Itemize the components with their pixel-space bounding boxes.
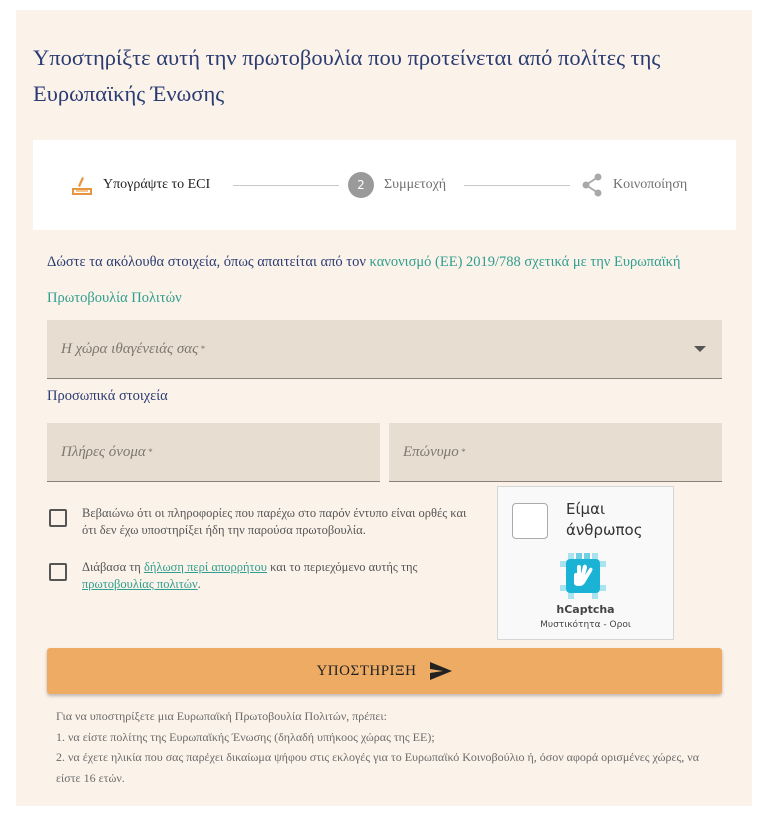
- privacy-checkbox[interactable]: [49, 563, 67, 581]
- step-number-badge: 2: [348, 172, 374, 198]
- captcha-checkbox[interactable]: [512, 503, 548, 539]
- intro-text: Δώστε τα ακόλουθα στοιχεία, όπως απαιτείται από τον κανονισμό (ΕΕ) 2019/788 σχετικά με την Ευρωπαϊκή Πρωτοβουλία Πολιτών: [47, 254, 681, 306]
- privacy-statement-link[interactable]: δήλωση περί απορρήτου: [143, 560, 267, 574]
- submit-label: ΥΠΟΣΤΗΡΙΞΗ: [316, 662, 417, 679]
- step-participation: [348, 140, 446, 230]
- captcha-terms-link[interactable]: Οροι: [609, 620, 631, 630]
- step-sign-label: Υπογράψτε το ECI: [103, 177, 211, 192]
- step-sign: [71, 140, 210, 230]
- captcha-privacy-link[interactable]: Μυστικότητα: [540, 620, 601, 630]
- chevron-down-icon: [694, 346, 706, 352]
- send-arrow-icon: [429, 661, 453, 681]
- fullname-input[interactable]: Πλήρες όνομα *: [47, 423, 380, 482]
- step-connector: [464, 185, 570, 186]
- step-share-label: Κοινοποίηση: [613, 177, 688, 192]
- hcaptcha-brand: hCaptcha: [556, 603, 615, 616]
- initiative-link[interactable]: πρωτοβουλίας πολιτών: [82, 577, 198, 591]
- note-line: Για να υποστηρίξετε μια Ευρωπαϊκή Πρωτοβουλία Πολιτών, πρέπει:: [56, 709, 387, 723]
- nationality-select[interactable]: Η χώρα ιθαγένειάς σας *: [47, 320, 722, 379]
- support-submit-button[interactable]: [47, 648, 722, 694]
- sign-box-icon: [71, 174, 93, 196]
- captcha-label: Είμαι άνθρωπος: [566, 500, 643, 539]
- section-heading: Προσωπικά στοιχεία: [47, 388, 168, 404]
- note-line: 2. να έχετε ηλικία που σας παρέχει δικαίωμα ψήφου στις εκλογές για το Ευρωπαϊκό Κοινοβούλιο ή, όσον αφορά ορισμένες χώρες, να είστε 16 ετών.: [56, 750, 699, 785]
- confirm-info-checkbox[interactable]: [49, 509, 67, 527]
- note-line: 1. να είστε πολίτης της Ευρωπαϊκής Ένωσης (δηλαδή υπήκοος χώρας της ΕΕ);: [56, 729, 435, 744]
- regulation-link[interactable]: κανονισμό (ΕΕ) 2019/788 σχετικά με την Ευρωπαϊκή Πρωτοβουλία Πολιτών: [47, 254, 681, 306]
- step-share: [581, 140, 687, 230]
- surname-input[interactable]: Επώνυμο *: [389, 423, 722, 482]
- hcaptcha-widget: [497, 486, 674, 640]
- page-title: Υποστηρίξτε αυτή την πρωτοβουλία που προτείνεται από πολίτες της Ευρωπαϊκής Ένωσης: [33, 45, 661, 106]
- step-connector: [233, 185, 339, 186]
- confirm-info-label: Βεβαιώνω ότι οι πληροφορίες που παρέχω στο παρόν έντυπο είναι ορθές και ότι δεν έχω υποστηρίξει ήδη την παρούσα πρωτοβουλία.: [82, 506, 467, 537]
- progress-steps: [33, 140, 736, 230]
- share-icon: [581, 173, 603, 197]
- hcaptcha-logo-icon: [560, 553, 610, 605]
- eligibility-notes: [56, 706, 726, 788]
- captcha-links: Μυστικότητα - Οροι: [540, 620, 631, 630]
- privacy-label: Διάβασα τη δήλωση περί απορρήτου και το περιεχόμενο αυτής της πρωτοβουλίας πολιτών.: [82, 560, 418, 591]
- step-participation-label: Συμμετοχή: [384, 177, 447, 192]
